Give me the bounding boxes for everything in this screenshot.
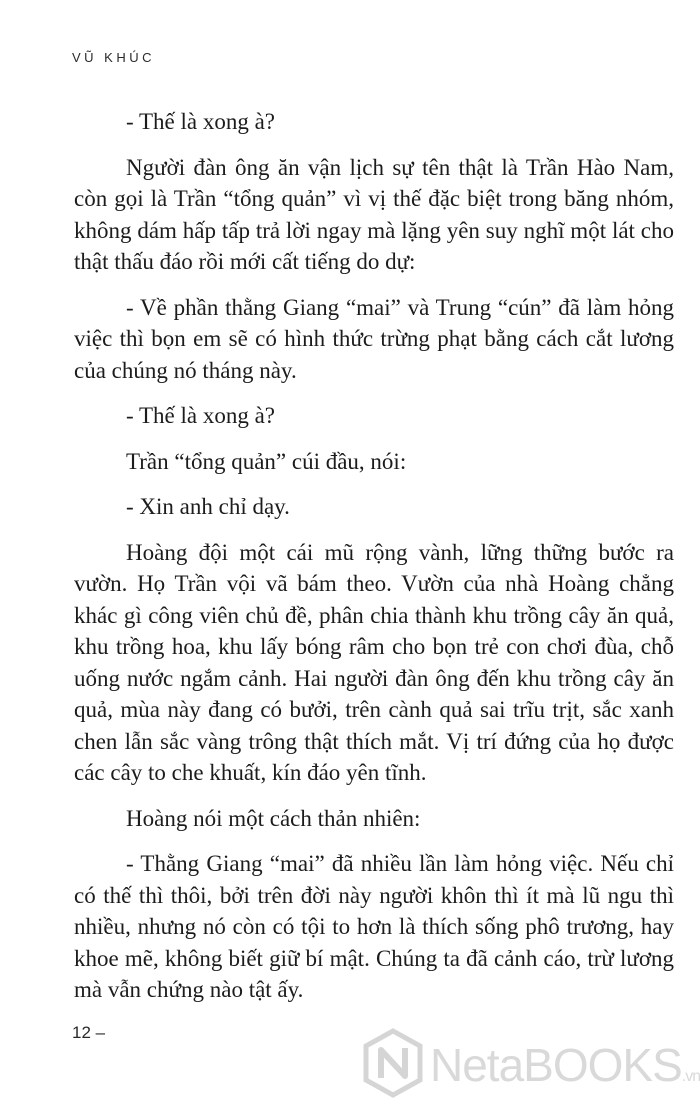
page-number: 12 –: [72, 1023, 106, 1042]
watermark: [362, 1020, 700, 1110]
paragraph: - Thế là xong à?: [126, 403, 276, 428]
running-header: VŨ KHÚC: [72, 50, 156, 65]
paragraph: - Thằng Giang “mai” đã nhiều lần làm hỏng việc. Nếu chỉ có thế thì thôi, bởi trên đời này người khôn thì ít mà lũ ngu thì nhiều, nhưng nó còn có tội to hơn là thích sống phô trương, hay khoe mẽ, không biết giữ bí mật. Chúng ta đã cảnh cáo, trừ lương mà vẫn chứng nào tật ấy.: [74, 851, 674, 1002]
paragraph: - Về phần thằng Giang “mai” và Trung “cún” đã làm hỏng việc thì bọn em sẽ có hình thức trừng phạt bằng cách cắt lương của chúng nó tháng này.: [74, 294, 674, 383]
paragraph: - Xin anh chỉ dạy.: [126, 494, 290, 519]
page-body: [74, 106, 674, 1020]
paragraph: Người đàn ông ăn vận lịch sự tên thật là Trần Hào Nam, còn gọi là Trần “tổng quản” vì vị thế đặc biệt trong băng nhóm, không dám hấp tấp trả lời ngay mà lặng yên suy nghĩ một lát cho thật thấu đáo rồi mới cất tiếng do dự:: [74, 154, 674, 274]
paragraph: - Thế là xong à?: [126, 109, 276, 134]
paragraph: Hoàng đội một cái mũ rộng vành, lững thững bước ra vườn. Họ Trần vội vã bám theo. Vườn của nhà Hoàng chẳng khác gì công viên chủ đề, phân chia thành khu trồng cây ăn quả, khu trồng hoa, khu lấy bóng râm cho bọn trẻ con chơi đùa, chỗ uống nước ngắm cảnh. Hai người đàn ông đến khu trồng cây ăn quả, mùa này đang có bưởi, trên cành quả sai trĩu trịt, sắc xanh chen lẫn sắc vàng trông thật thích mắt. Vị trí đứng của họ được các cây to che khuất, kín đáo yên tĩnh.: [74, 539, 674, 785]
netabooks-logo-icon: [362, 1028, 424, 1103]
watermark-brand: NetaBOOKS.vn: [430, 1039, 700, 1091]
paragraph: Trần “tổng quản” cúi đầu, nói:: [126, 448, 407, 474]
paragraph: Hoàng nói một cách thản nhiên:: [126, 805, 421, 831]
